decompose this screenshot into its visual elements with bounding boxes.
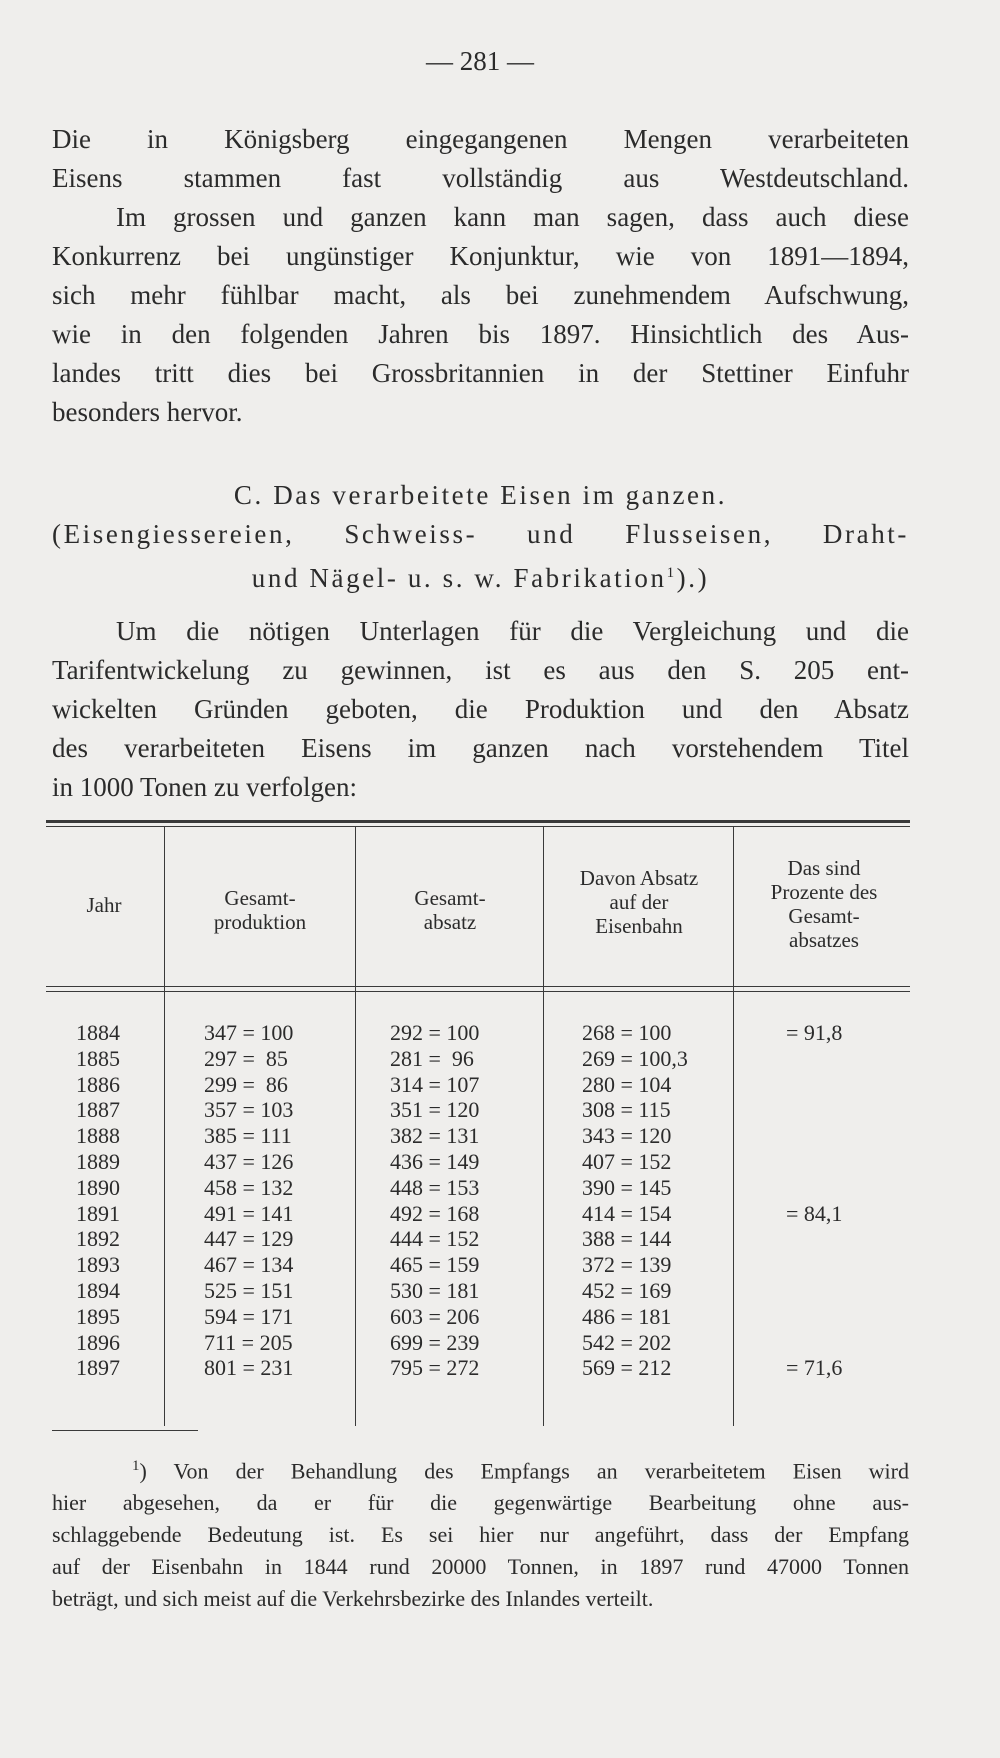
header-line: absatz [423,910,477,934]
cell-jahr: 1894 [76,1277,120,1303]
cell-gesamtabsatz: 436 = 149 [390,1148,480,1174]
cell-eisenbahn: 390 = 145 [582,1174,672,1200]
cell-gesamtproduktion: 385 = 111 [204,1123,292,1149]
header-eisenbahn [548,866,730,938]
cell-gesamtabsatz: 699 = 239 [390,1329,480,1355]
footnote [52,1450,909,1615]
text-line: wickelten Gründen geboten, die Produktion und den Absatz [52,694,909,724]
text-line: Im grossen und ganzen kann man sagen, dass auch diese [116,202,909,232]
cell-prozente [786,1149,842,1175]
section-title: C. Das verarbeitete Eisen im ganzen. [233,480,728,510]
cell-gesamtabsatz: 292 = 100 [390,1020,480,1045]
text-line: in 1000 Tonen zu verfolgen: [52,772,358,802]
cell-eisenbahn: 343 = 120 [582,1123,672,1149]
cell-gesamtabsatz: 492 = 168 [390,1200,480,1226]
text-line: Um die nötigen Unterlagen für die Vergleichung und die [116,616,909,646]
cell-prozente [786,1330,842,1356]
text-line: Konkurrenz bei ungünstiger Konjunktur, wie von 1891—1894, [52,241,909,271]
section-heading [52,476,909,598]
cell-eisenbahn: 414 = 154 [582,1200,672,1226]
cell-prozente [786,1278,842,1304]
cell-gesamtproduktion: 458 = 132 [204,1174,294,1200]
header-line: absatzes [789,928,859,952]
cell-jahr: 1895 [76,1303,120,1329]
header-jahr: Jahr [86,893,122,917]
cell-prozente [786,1097,842,1123]
table-rule [46,820,910,823]
cell-eisenbahn: 308 = 115 [582,1097,671,1123]
footnote-rule [52,1430,198,1431]
cell-eisenbahn: 388 = 144 [582,1226,672,1252]
text-line: Tarifentwickelung zu gewinnen, ist es aus den S. 205 ent- [52,655,909,685]
text-line: wie in den folgenden Jahren bis 1897. Hinsichtlich des Aus- [52,319,909,349]
cell-gesamtabsatz: 382 = 131 [390,1123,480,1149]
text-line: landes tritt dies bei Grossbritannien in der Stettiner Einfuhr [52,358,909,388]
cell-jahr: 1885 [76,1045,120,1071]
section-subtitle-text: und Nägel- u. s. w. Fabrikation [251,563,667,593]
cell-prozente [786,1046,842,1072]
cell-eisenbahn: 452 = 169 [582,1277,672,1303]
footnote-line: schlaggebende Bedeutung ist. Es sei hier nur angeführt, dass der Empfang [52,1522,909,1548]
text-line: Eisens stammen fast vollständig aus Westdeutschland. [52,163,909,193]
column-jahr [76,1020,120,1381]
cell-jahr: 1893 [76,1252,120,1278]
column-divider [355,827,356,1426]
column-divider [543,827,544,1426]
paragraph-unterlagen [52,612,909,807]
cell-gesamtproduktion: 594 = 171 [204,1303,294,1329]
page-number: — 281 — [426,46,534,76]
cell-gesamtproduktion: 357 = 103 [204,1097,294,1123]
cell-gesamtproduktion: 525 = 151 [204,1277,294,1303]
cell-prozente [786,1175,842,1201]
cell-eisenbahn: 542 = 202 [582,1329,672,1355]
header-prozente [738,856,910,952]
cell-gesamtabsatz: 603 = 206 [390,1303,480,1329]
cell-gesamtproduktion: 347 = 100 [204,1020,294,1045]
cell-jahr: 1890 [76,1174,120,1200]
cell-jahr: 1889 [76,1148,120,1174]
footnote-text: ) Von der Behandlung des Empfangs an verarbeitetem Eisen wird [139,1458,909,1484]
header-line: Gesamt- [788,904,860,928]
cell-prozente [786,1226,842,1252]
cell-prozente: = 84,1 [786,1200,843,1226]
cell-gesamtproduktion: 801 = 231 [204,1355,294,1381]
cell-jahr: 1896 [76,1329,120,1355]
text-line: des verarbeiteten Eisens im ganzen nach vorstehendem Titel [52,733,909,763]
cell-gesamtabsatz: 465 = 159 [390,1252,480,1278]
footnote-line: hier abgesehen, da er für die gegenwärtige Bearbeitung ohne aus- [52,1490,909,1516]
cell-prozente [786,1304,842,1330]
section-subtitle-end: ).) [676,563,710,593]
header-line: Gesamt- [224,886,296,910]
column-divider [733,827,734,1426]
cell-jahr: 1886 [76,1071,120,1097]
cell-gesamtabsatz: 444 = 152 [390,1226,480,1252]
footnote-line: auf der Eisenbahn in 1844 rund 20000 Tonnen, in 1897 rund 47000 Tonnen [52,1554,909,1580]
cell-gesamtproduktion: 491 = 141 [204,1200,294,1226]
paragraph-konkurrenz [52,120,909,432]
statistics-table [46,820,910,1426]
footnote-line: beträgt, und sich meist auf die Verkehrsbezirke des Inlandes verteilt. [52,1586,654,1612]
footnote-marker: 1 [132,1458,140,1474]
text-line: sich mehr fühlbar macht, als bei zunehmendem Aufschwung, [52,280,909,310]
cell-gesamtproduktion: 467 = 134 [204,1252,294,1278]
cell-gesamtabsatz: 795 = 272 [390,1355,480,1381]
text-line: Die in Königsberg eingegangenen Mengen verarbeiteten [52,124,909,154]
cell-gesamtproduktion: 447 = 129 [204,1226,294,1252]
header-line: Davon Absatz [579,866,699,890]
cell-jahr: 1897 [76,1355,120,1381]
column-gesamtproduktion [204,1020,293,1381]
section-subtitle-line [52,554,909,598]
cell-eisenbahn: 486 = 181 [582,1303,672,1329]
column-eisenbahn [582,1020,688,1381]
cell-prozente [786,1072,842,1098]
cell-gesamtabsatz: 448 = 153 [390,1174,480,1200]
cell-prozente [786,1123,842,1149]
header-line: Das sind [787,856,861,880]
section-subtitle-line: (Eisengiessereien, Schweiss- und Flusseisen, Draht- [52,519,909,549]
cell-prozente: = 71,6 [786,1355,843,1381]
header-gesamtabsatz [360,886,540,934]
table-rule [46,826,910,827]
header-line: Eisenbahn [595,914,683,938]
header-line: Prozente des [770,880,878,904]
cell-gesamtproduktion: 297 = 85 [204,1045,288,1071]
cell-eisenbahn: 280 = 104 [582,1071,672,1097]
cell-jahr: 1888 [76,1123,120,1149]
column-divider [164,827,165,1426]
cell-gesamtabsatz: 530 = 181 [390,1277,480,1303]
text-line: besonders hervor. [52,397,243,427]
cell-gesamtproduktion: 711 = 205 [204,1329,293,1355]
cell-eisenbahn: 269 = 100,3 [582,1045,688,1071]
cell-gesamtabsatz: 351 = 120 [390,1097,480,1123]
header-line: Gesamt- [414,886,486,910]
column-gesamtabsatz [390,1020,479,1381]
cell-gesamtabsatz: 281 = 96 [390,1045,474,1071]
footnote-reference: 1 [666,565,677,581]
table-rule [46,991,910,992]
cell-gesamtproduktion: 437 = 126 [204,1148,294,1174]
cell-eisenbahn: 569 = 212 [582,1355,672,1381]
footnote-line [52,1450,909,1487]
header-line: produktion [213,910,307,934]
cell-jahr: 1892 [76,1226,120,1252]
cell-eisenbahn: 407 = 152 [582,1148,672,1174]
cell-prozente [786,1252,842,1278]
cell-jahr: 1884 [76,1020,120,1045]
column-prozente [786,1020,842,1381]
header-line: auf der [609,890,669,914]
cell-jahr: 1891 [76,1200,120,1226]
cell-gesamtproduktion: 299 = 86 [204,1071,288,1097]
cell-gesamtabsatz: 314 = 107 [390,1071,480,1097]
cell-eisenbahn: 268 = 100 [582,1020,672,1045]
table-rule [46,986,910,987]
cell-eisenbahn: 372 = 139 [582,1252,672,1278]
cell-jahr: 1887 [76,1097,120,1123]
header-gesamtproduktion [170,886,350,934]
cell-prozente: = 91,8 [786,1020,843,1045]
